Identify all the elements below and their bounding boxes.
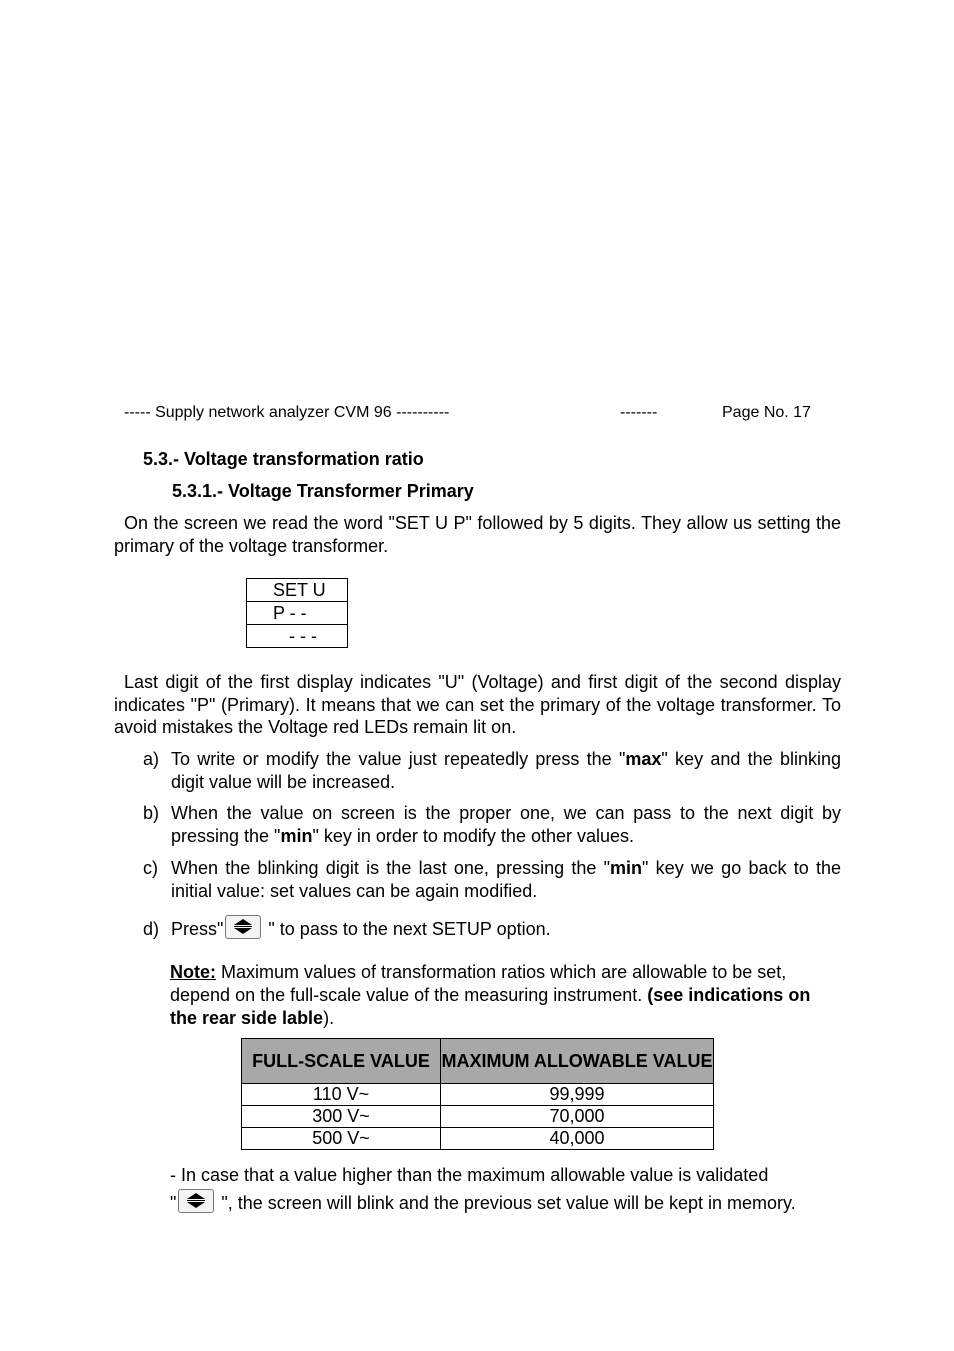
table-cell: 500 V~ <box>242 1128 441 1150</box>
page-number: Page No. 17 <box>722 404 811 421</box>
note-bold-text: (see indications on the rear side lable <box>170 985 811 1028</box>
final-line-1: - In case that a value higher than the maximum allowable value is validated <box>170 1165 769 1185</box>
section-heading: 5.3.- Voltage transformation ratio <box>143 449 424 469</box>
table-header-cell: FULL-SCALE VALUE <box>242 1039 441 1084</box>
table-row <box>242 1128 714 1150</box>
display-line-1: SET U <box>247 579 348 602</box>
display-line-2: P - - <box>247 602 348 625</box>
key-name: min <box>610 858 643 878</box>
table-header-cell: MAXIMUM ALLOWABLE VALUE <box>441 1039 714 1084</box>
explanation-paragraph: Last digit of the first display indicates "U" (Voltage) and first digit of the second display indicates "P" (Primary). It means that we can set the primary of the voltage transformer. To avoid mistakes the Voltage red LEDs remain lit on. <box>114 672 841 737</box>
list-item-label: a) <box>143 749 160 769</box>
running-header-title: ----- Supply network analyzer CVM 96 ---------- <box>124 404 450 421</box>
running-header-separator: ------- <box>620 404 658 421</box>
table-cell: 70,000 <box>441 1106 714 1128</box>
list-item-text: Press" " to pass to the next SETUP option. <box>171 918 841 942</box>
ratio-table <box>241 1038 714 1150</box>
table-header-row <box>242 1039 714 1084</box>
table-cell: 99,999 <box>441 1084 714 1106</box>
final-paragraph <box>170 1163 850 1216</box>
up-down-arrow-key-icon <box>225 915 261 939</box>
key-name: max <box>625 749 662 769</box>
table-row <box>242 1106 714 1128</box>
intro-paragraph: On the screen we read the word "SET U P" followed by 5 digits. They allow us setting the primary of the voltage transformer. <box>114 513 841 556</box>
table-cell: 40,000 <box>441 1128 714 1150</box>
display-line-3: - - - <box>247 625 348 648</box>
note-label: Note: <box>170 962 216 982</box>
list-item-text: When the blinking digit is the last one, pressing the "min" key we go back to the initial value: set values can be again modified. <box>171 858 841 901</box>
list-item-text: To write or modify the value just repeatedly press the "max" key and the blinking digit value will be increased. <box>171 749 841 792</box>
list-item-label: c) <box>143 858 158 878</box>
list-item-label: d) <box>143 919 160 939</box>
display-illustration <box>246 578 348 648</box>
list-item-label: b) <box>143 803 160 823</box>
up-down-arrow-key-icon <box>178 1189 214 1213</box>
key-name: min <box>280 825 313 846</box>
final-line-2: " ", the screen will blink and the previous set value will be kept in memory. <box>170 1191 850 1216</box>
table-row <box>242 1084 714 1106</box>
note-paragraph: Note: Maximum values of transformation ratios which are allowable to be set, depend on the full-scale value of the measuring instrument. (see indications on the rear side lable). <box>170 962 811 1028</box>
subsection-heading: 5.3.1.- Voltage Transformer Primary <box>172 481 474 501</box>
table-cell: 110 V~ <box>242 1084 441 1106</box>
list-item-text: When the value on screen is the proper one, we can pass to the next digit by pressing the "min" key in order to modify the other values. <box>171 803 841 846</box>
table-cell: 300 V~ <box>242 1106 441 1128</box>
